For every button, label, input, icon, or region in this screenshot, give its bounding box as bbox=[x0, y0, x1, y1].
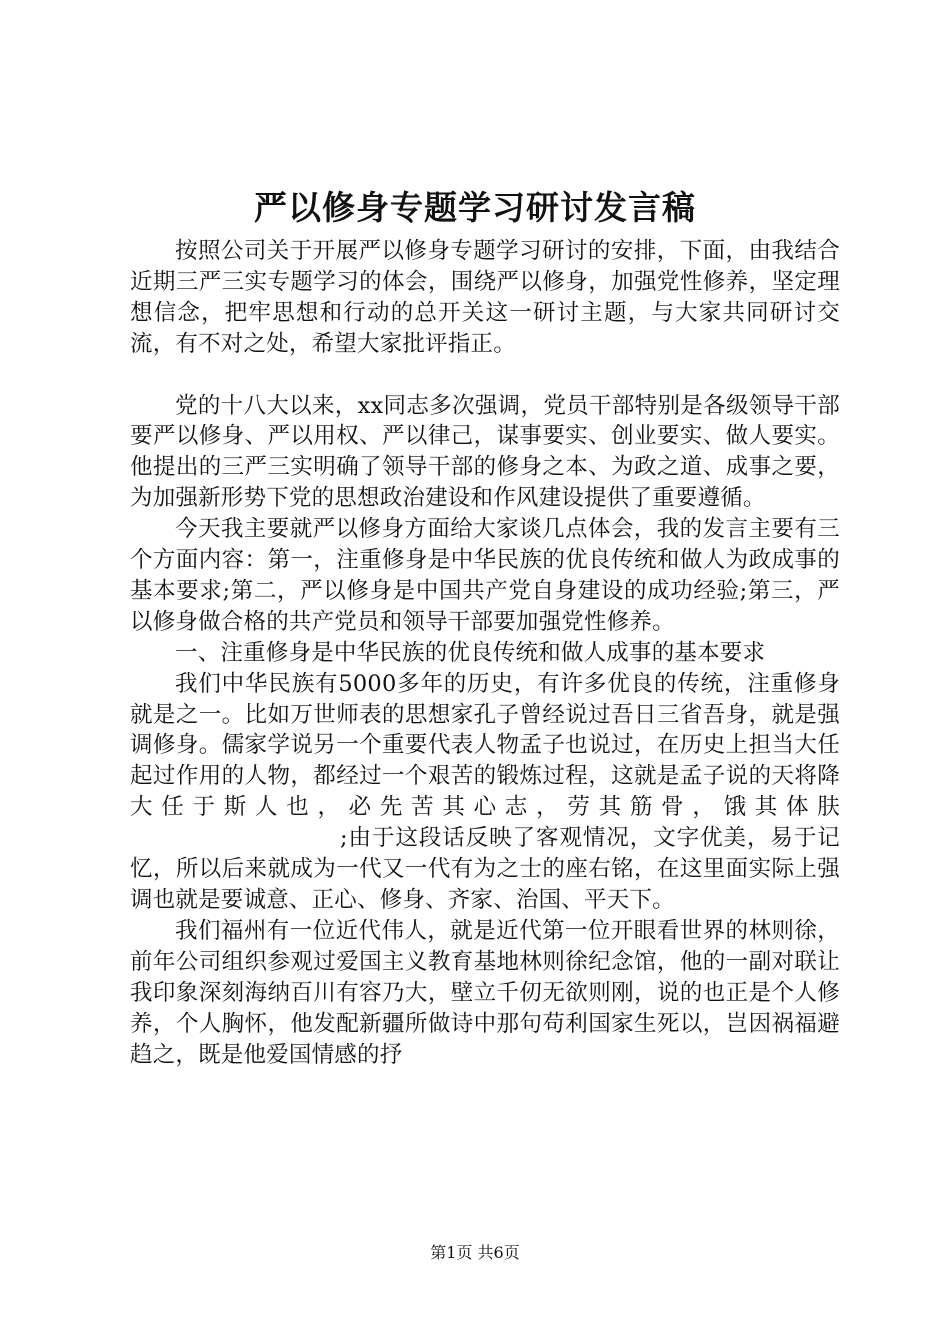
document-title: 严以修身专题学习研讨发言稿 bbox=[254, 188, 696, 227]
page-footer: 第1页 共6页 bbox=[430, 1243, 520, 1262]
document-body bbox=[130, 236, 840, 1070]
paragraph-tradition bbox=[130, 669, 840, 916]
paragraph-tradition-part1: 我们中华民族有5000多年的历史，有许多优良的传统，注重修身就是之一。比如万世师表的思想家孔子曾经说过吾日三省吾身，就是强调修身。儒家学说另一个重要代表人物孟子也说过，在历史上担当大任起过作用的人物，都经过一个艰苦的锻炼过程，这就是孟子说的天将降大任于斯人也，必先苦其心志，劳其筋骨，饿其体肤 bbox=[130, 670, 840, 821]
paragraph-outline: 今天我主要就严以修身方面给大家谈几点体会，我的发言主要有三个方面内容：第一，注重修身是中华民族的优良传统和做人为政成事的基本要求;第二，严以修身是中国共产党自身建设的成功经验;第三，严以修身做合格的共产党员和领导干部要加强党性修养。 bbox=[130, 516, 840, 635]
paragraph-tradition-part2: ;由于这段话反映了客观情况，文字优美，易于记忆，所以后来就成为一代又一代有为之士的座右铭，在这里面实际上强调也就是要诚意、正心、修身、齐家、治国、平天下。 bbox=[130, 825, 840, 914]
paragraph-linzexu: 我们福州有一位近代伟人，就是近代第一位开眼看世界的林则徐，前年公司组织参观过爱国主义教育基地林则徐纪念馆，他的一副对联让我印象深刻海纳百川有容乃大，壁立千仞无欲则刚，说的也正是个人修养，个人胸怀，他发配新疆所做诗中那句苟利国家生死以，岂因祸福避趋之，既是他爱国情感的抒 bbox=[130, 917, 840, 1068]
section-heading-1: 一、注重修身是中华民族的优良传统和做人成事的基本要求 bbox=[175, 639, 766, 666]
paragraph-intro: 按照公司关于开展严以修身专题学习研讨的安排，下面，由我结合近期三严三实专题学习的体会，围绕严以修身，加强党性修养，坚定理想信念，把牢思想和行动的总开关这一研讨主题，与大家共同研讨交流，有不对之处，希望大家批评指正。 bbox=[130, 238, 840, 357]
paragraph-spacer bbox=[130, 360, 840, 391]
paragraph-background: 党的十八大以来，xx同志多次强调，党员干部特别是各级领导干部要严以修身、严以用权、严以律己，谋事要实、创业要实、做人要实。他提出的三严三实明确了领导干部的修身之本、为政之道、成事之要，为加强新形势下党的思想政治建设和作风建设提供了重要遵循。 bbox=[130, 392, 840, 512]
